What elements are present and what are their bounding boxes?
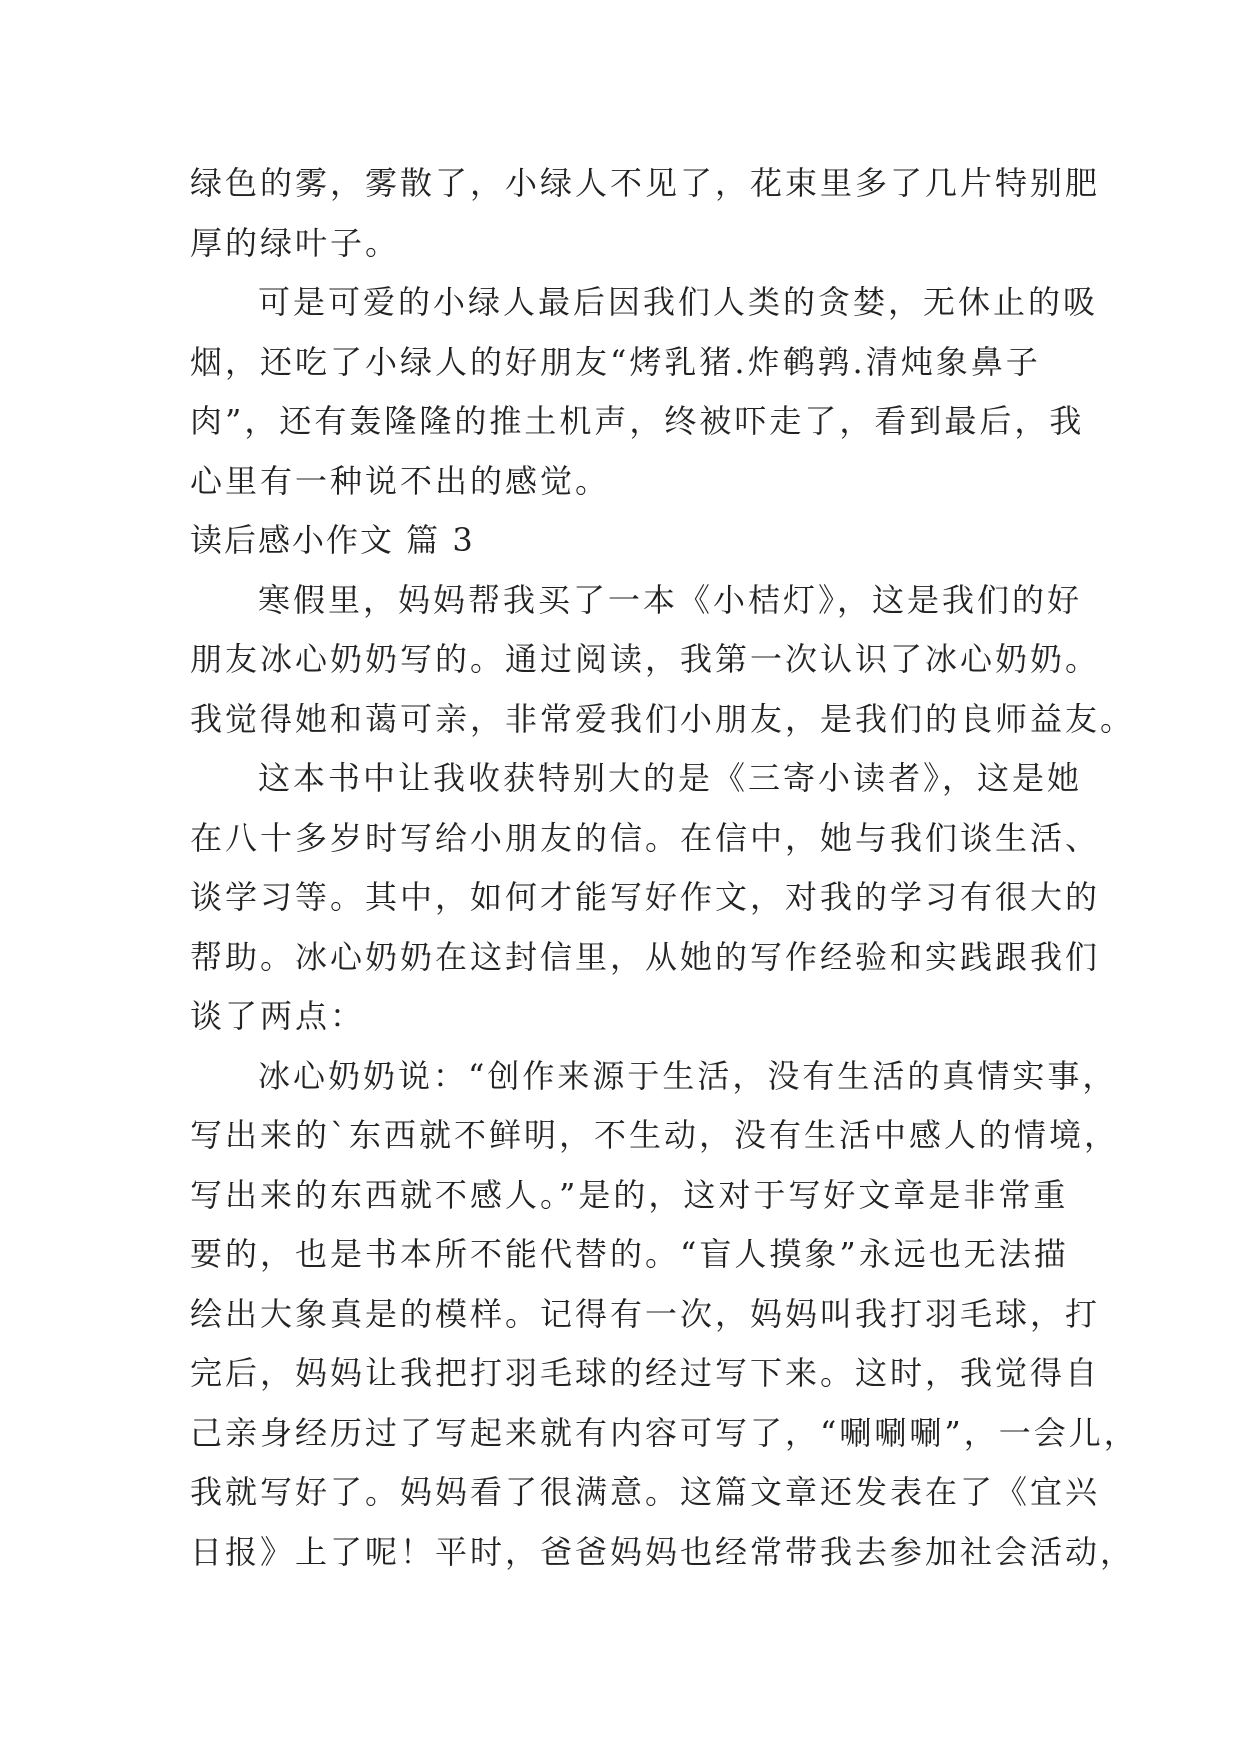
paragraph-first-line: 这本书中让我收获特别大的是《三寄小读者》，这是她 — [258, 759, 1083, 797]
paragraph-first-line: 可是可爱的小绿人最后因我们人类的贪婪，无休止的吸 — [258, 283, 1099, 321]
text-line: 谈学习等。其中，如何才能写好作文，对我的学习有很大的 — [190, 878, 1101, 916]
text-line: 朋友冰心奶奶写的。通过阅读，我第一次认识了冰心奶奶。 — [190, 640, 1101, 678]
text-line: 心里有一种说不出的感觉。 — [190, 461, 611, 500]
text-line: 肉”，还有轰隆隆的推土机声，终被吓走了，看到最后，我 — [190, 402, 1085, 440]
text-line: 己亲身经历过了写起来就有内容可写了，“唰唰唰”，一会儿， — [190, 1413, 1139, 1452]
text-line: 帮助。冰心奶奶在这封信里，从她的写作经验和实践跟我们 — [190, 937, 1101, 976]
section-heading: 读后感小作文 篇 3 — [190, 521, 475, 559]
text-line: 绘出大象真是的模样。记得有一次，妈妈叫我打羽毛球，打 — [190, 1294, 1101, 1333]
text-line: 写出来的`东西就不鲜明，不生动，没有生活中感人的情境， — [190, 1116, 1120, 1154]
paragraph-first-line: 冰心奶奶说：“创作来源于生活，没有生活的真情实事， — [258, 1056, 1118, 1095]
text-line: 绿色的雾，雾散了，小绿人不见了，花束里多了几片特别肥 — [190, 164, 1101, 202]
text-line: 我觉得她和蔼可亲，非常爱我们小朋友，是我们的良师益友。 — [190, 699, 1136, 738]
text-line: 日报》上了呢！平时，爸爸妈妈也经常带我去参加社会活动， — [190, 1532, 1136, 1571]
text-line: 我就写好了。妈妈看了很满意。这篇文章还发表在了《宜兴 — [190, 1473, 1101, 1511]
text-line: 写出来的东西就不感人。”是的，这对于写好文章是非常重 — [190, 1175, 1069, 1214]
text-line: 要的，也是书本所不能代替的。“盲人摸象”永远也无法描 — [190, 1235, 1069, 1273]
paragraph-first-line: 寒假里，妈妈帮我买了一本《小桔灯》，这是我们的好 — [258, 580, 1083, 619]
text-line: 完后，妈妈让我把打羽毛球的经过写下来。这时，我觉得自 — [190, 1354, 1101, 1392]
text-line: 谈了两点： — [190, 997, 366, 1035]
essay-text — [190, 154, 1139, 1582]
text-line: 烟，还吃了小绿人的好朋友“烤乳猪.炸鹌鹑.清炖象鼻子 — [190, 342, 1041, 381]
text-line: 厚的绿叶子。 — [190, 223, 401, 262]
text-line: 在八十多岁时写给小朋友的信。在信中，她与我们谈生活、 — [190, 818, 1101, 857]
